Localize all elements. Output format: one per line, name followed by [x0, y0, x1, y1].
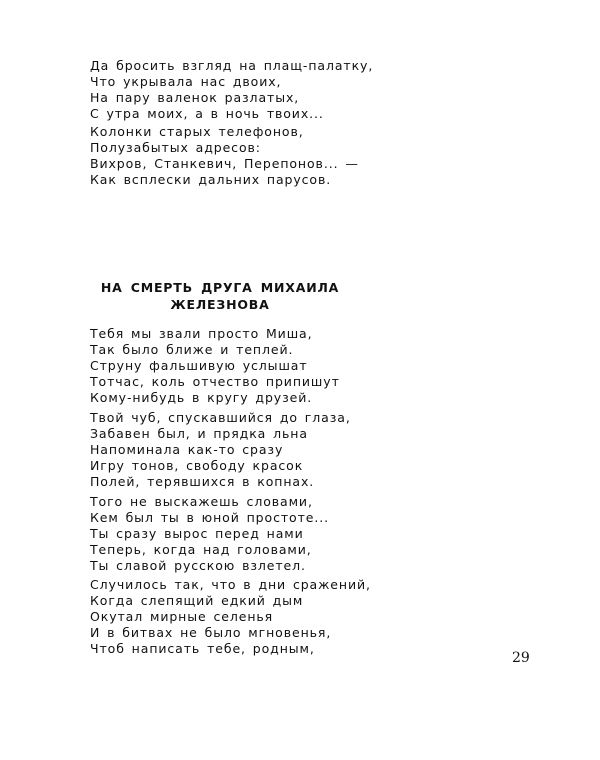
poem-title-line-2: ЖЕЛЕЗНОВА [170, 297, 270, 312]
poem-line: И в битвах не было мгновенья, [90, 625, 332, 640]
page-number: 29 [512, 650, 530, 666]
poem-line: Тебя мы звали просто Миша, [90, 326, 313, 341]
poem-line: С утра моих, а в ночь твоих... [90, 106, 324, 121]
poem-line: Вихров, Станкевич, Перепонов... — [90, 156, 359, 171]
poem-line: Колонки старых телефонов, [90, 124, 304, 139]
poem-line: Да бросить взгляд на плащ-палатку, [90, 58, 374, 73]
poem-line: На пару валенок разлатых, [90, 90, 300, 105]
stanza-2 [90, 410, 351, 490]
poem-line: Случилось так, что в дни сражений, [90, 577, 371, 592]
poem-line: Забавен был, и прядка льна [90, 426, 308, 441]
poem-line: Когда слепящий едкий дым [90, 593, 304, 608]
poem-title-line-1: НА СМЕРТЬ ДРУГА МИХАИЛА [100, 280, 340, 295]
poem-title [90, 279, 350, 313]
poem-line: Тотчас, коль отчество припишут [90, 374, 340, 389]
poem-line: Ты славой русскою взлетел. [90, 558, 306, 573]
poem-line: Так было ближе и теплей. [90, 342, 294, 357]
poem-line: Того не выскажешь словами, [90, 494, 313, 509]
poem-line: Игру тонов, свободу красок [90, 458, 304, 473]
poem-line: Твой чуб, спускавшийся до глаза, [90, 410, 351, 425]
stanza-1 [90, 326, 340, 406]
poem-line: Напоминала как-то сразу [90, 442, 284, 457]
stanza-continued-2 [90, 124, 359, 188]
poem-line: Полузабытых адресов: [90, 140, 261, 155]
poem-line: Струну фальшивую услышат [90, 358, 308, 373]
poem-line: Полей, терявшихся в копнах. [90, 474, 315, 489]
poem-line: Кому-нибудь в кругу друзей. [90, 390, 313, 405]
poem-line: Теперь, когда над головами, [90, 542, 312, 557]
stanza-3 [90, 494, 329, 574]
poem-line: Окутал мирные селенья [90, 609, 274, 624]
poem-line: Как всплески дальних парусов. [90, 172, 332, 187]
stanza-4 [90, 577, 371, 657]
poem-line: Что укрывала нас двоих, [90, 74, 282, 89]
poem-line: Ты сразу вырос перед нами [90, 526, 304, 541]
stanza-continued-1 [90, 58, 373, 122]
poem-line: Чтоб написать тебе, родным, [90, 641, 315, 656]
poem-line: Кем был ты в юной простоте... [90, 510, 329, 525]
